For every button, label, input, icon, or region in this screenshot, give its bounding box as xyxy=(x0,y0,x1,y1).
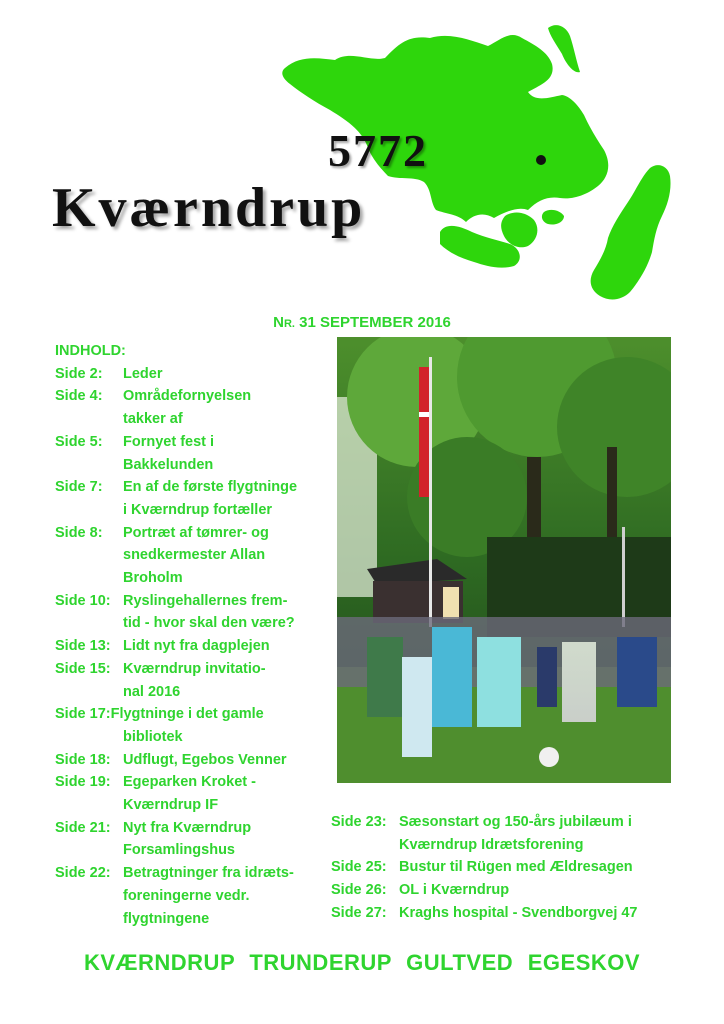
toc-page-number: Side 22: xyxy=(55,865,111,882)
toc-entry xyxy=(55,726,325,749)
toc-entry-title: OL i Kværndrup xyxy=(399,882,510,899)
toc-page-number xyxy=(55,567,123,590)
toc-page-number xyxy=(55,681,123,704)
toc-entry xyxy=(55,476,325,499)
toc-page-number: Side 8: xyxy=(55,524,103,541)
toc-page-number xyxy=(55,839,123,862)
toc-entry xyxy=(55,703,325,726)
toc-entry xyxy=(55,817,325,840)
issue-line xyxy=(0,314,724,331)
toc-entry xyxy=(55,454,325,477)
toc-entry-title: snedkermester Allan xyxy=(123,547,266,564)
toc-entry-title: Bustur til Rügen med Ældresagen xyxy=(399,859,633,876)
toc-entry xyxy=(331,879,681,902)
toc-entry-title: Betragtninger fra idræts- xyxy=(123,865,294,882)
toc-page-number xyxy=(55,794,123,817)
footer-villages: KVÆRNDRUP TRUNDERUP GULTVED EGESKOV xyxy=(83,950,641,975)
toc-entry-title: Kværndrup Idrætsforening xyxy=(399,836,584,853)
toc-entry-title: Bakkelunden xyxy=(123,456,214,473)
town-title: Kværndrup xyxy=(52,177,366,239)
toc-right-list xyxy=(331,811,681,925)
toc-page-number: Side 21: xyxy=(55,819,111,836)
toc-page-number: Side 18: xyxy=(55,751,111,768)
toc-entry-title: En af de første flygtninge xyxy=(123,479,298,496)
toc-entry xyxy=(55,408,325,431)
issue-nr-small: R. xyxy=(283,318,295,330)
toc-entry xyxy=(55,590,325,613)
toc-entry xyxy=(55,499,325,522)
toc-page-number: Side 4: xyxy=(55,388,103,405)
toc-page-number xyxy=(55,499,123,522)
toc-entry xyxy=(55,544,325,567)
toc-page-number: Side 19: xyxy=(55,774,111,791)
toc-entry xyxy=(55,522,325,545)
toc-entry xyxy=(55,681,325,704)
toc-entry xyxy=(331,811,681,834)
postcode-title: 5772 xyxy=(328,125,428,176)
toc-entry xyxy=(55,385,325,408)
toc-entry-title: Flygtninge i det gamle xyxy=(110,706,264,723)
toc-page-number: Side 17: xyxy=(55,706,111,723)
toc-entry-title: bibliotek xyxy=(123,728,183,745)
toc-entry xyxy=(55,749,325,772)
toc-entry-title: Leder xyxy=(123,365,163,382)
toc-page-number: Side 5: xyxy=(55,433,103,450)
toc-entry-title: Områdefornyelsen xyxy=(123,388,252,405)
toc-entry xyxy=(55,885,325,908)
toc-entry-title: i Kværndrup fortæller xyxy=(123,501,273,518)
toc-entry-title: Nyt fra Kværndrup xyxy=(123,819,252,836)
toc-page-number xyxy=(55,726,123,749)
toc-entry xyxy=(55,612,325,635)
toc-page-number: Side 23: xyxy=(331,814,387,830)
toc-page-number xyxy=(55,454,123,477)
toc-page-number: Side 2: xyxy=(55,365,103,382)
toc-entry-title: Egeparken Kroket - xyxy=(123,774,256,791)
toc-page-number: Side 25: xyxy=(331,859,387,876)
toc-entry xyxy=(55,771,325,794)
toc-entry-title: Ryslingehallernes frem- xyxy=(123,592,288,609)
toc-entry-title: Fornyet fest i xyxy=(123,433,215,450)
toc-entry-title: Sæsonstart og 150-års jubilæum i xyxy=(399,814,632,830)
toc-entry xyxy=(331,856,681,879)
table-of-contents xyxy=(55,340,325,930)
toc-entry xyxy=(55,658,325,681)
toc-entry xyxy=(55,908,325,931)
toc-entry xyxy=(55,635,325,658)
toc-entry-title: nal 2016 xyxy=(123,683,181,700)
toc-entry-title: tid - hvor skal den være? xyxy=(123,615,295,632)
toc-entry-title: Kværndrup invitatio- xyxy=(123,660,266,677)
toc-page-number xyxy=(55,612,123,635)
toc-entry xyxy=(55,794,325,817)
toc-entry xyxy=(55,431,325,454)
toc-page-number: Side 15: xyxy=(55,660,111,677)
toc-entry-title: Udflugt, Egebos Venner xyxy=(123,751,287,768)
toc-entry-title: Lidt nyt fra dagplejen xyxy=(123,638,270,655)
toc-entry xyxy=(331,902,681,925)
toc-page-number: Side 13: xyxy=(55,638,111,655)
toc-entry-title: Kværndrup IF xyxy=(123,797,219,814)
toc-page-number: Side 10: xyxy=(55,592,111,609)
toc-entry-title: Broholm xyxy=(123,570,183,587)
cover-photo xyxy=(337,337,671,783)
toc-entry-title: Forsamlingshus xyxy=(123,842,235,859)
issue-nr-prefix: N xyxy=(273,314,284,331)
toc-entry xyxy=(55,567,325,590)
toc-entry-title: takker af xyxy=(123,411,183,428)
toc-heading: INDHOLD: xyxy=(55,343,126,359)
issue-date: 31 SEPTEMBER 2016 xyxy=(294,314,451,331)
toc-entry xyxy=(55,363,325,386)
toc-page-number xyxy=(55,908,123,931)
toc-entry-title: Kraghs hospital - Svendborgvej 47 xyxy=(399,904,638,921)
toc-entry-title: flygtningene xyxy=(123,910,210,927)
toc-page-number xyxy=(331,834,399,857)
toc-entry xyxy=(331,834,681,857)
toc-page-number: Side 26: xyxy=(331,882,387,899)
toc-entry xyxy=(55,839,325,862)
toc-entry-title: foreningerne vedr. xyxy=(123,887,250,904)
toc-page-number: Side 27: xyxy=(331,904,387,921)
toc-entry xyxy=(55,862,325,885)
toc-left-list xyxy=(55,363,325,931)
toc-page-number xyxy=(55,885,123,908)
crowd-photo-image xyxy=(337,337,671,783)
toc-page-number xyxy=(55,544,123,567)
toc-page-number xyxy=(55,408,123,431)
toc-entry-title: Portræt af tømrer- og xyxy=(123,524,269,541)
toc-page-number: Side 7: xyxy=(55,479,103,496)
